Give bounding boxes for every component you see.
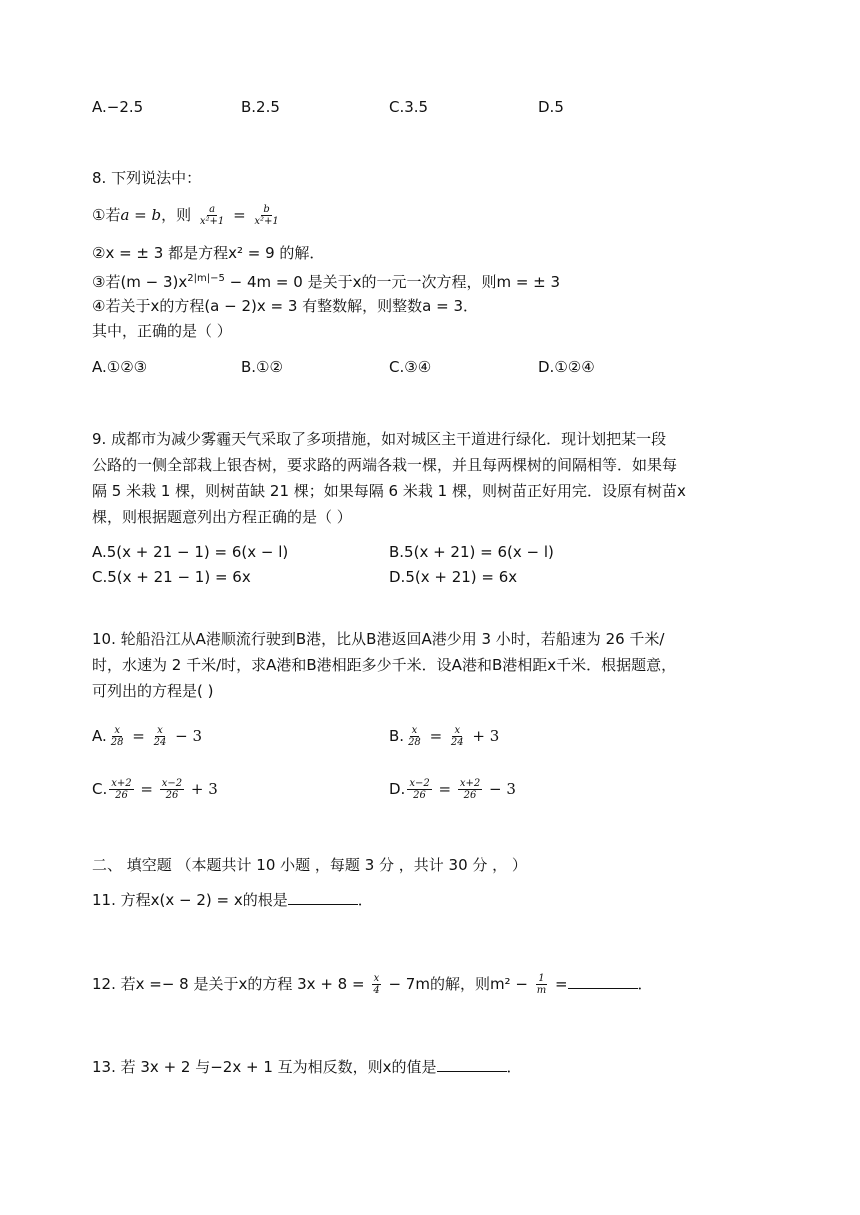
q8-statement-2: ②x = ± 3 都是方程x² = 9 的解． bbox=[92, 244, 325, 262]
q10-b-d2: 24 bbox=[450, 737, 464, 748]
q12-d: 4 bbox=[373, 985, 380, 996]
q10-c-tail: + 3 bbox=[186, 780, 218, 798]
q8-ask: 其中，正确的是（ ） bbox=[92, 322, 232, 340]
q10-b-tail: + 3 bbox=[467, 727, 500, 745]
q12-n2: 1 bbox=[538, 973, 545, 984]
q10-a-n2: x bbox=[157, 725, 163, 736]
q10-b-mid: = bbox=[424, 727, 447, 745]
q8-s1-eq: a = b bbox=[120, 206, 162, 224]
q10-c-d2: 26 bbox=[165, 790, 179, 801]
q10-c-frac-1 bbox=[109, 778, 133, 801]
q10-a-mid: = bbox=[127, 727, 150, 745]
q10-c-mid: = bbox=[135, 780, 158, 798]
q8-s1-frac-a bbox=[198, 204, 226, 227]
q8-s1-frac-a-num: a bbox=[209, 204, 216, 215]
q10-d-d2: 26 bbox=[463, 790, 477, 801]
q10-line-1: 10. 轮船沿江从A港顺流行驶到B港，比从B港返回A港少用 3 小时，若船速为 26 千米/ bbox=[92, 630, 665, 648]
q10-a-frac-1 bbox=[109, 725, 126, 748]
q7-option-b: B.2.5 bbox=[241, 98, 280, 116]
q10-b-d1: 28 bbox=[408, 737, 421, 748]
q10-c-n2: x−2 bbox=[161, 778, 183, 789]
q11 bbox=[92, 889, 373, 911]
section-heading-fill-in: 二、 填空题 （本题共计 10 小题 ，每题 3 分 ，共计 30 分 ， ） bbox=[92, 856, 527, 874]
q9-line-1: 9. 成都市为减少雾霾天气采取了多项措施，如对城区主干道进行绿化．现计划把某一段 bbox=[92, 430, 667, 448]
q7-option-a: A.−2.5 bbox=[92, 98, 144, 116]
q13-answer-blank[interactable] bbox=[437, 1057, 507, 1072]
q13-end: ． bbox=[506, 1058, 522, 1076]
q10-d-frac-2 bbox=[458, 778, 482, 801]
q9-option-c: C.5(x + 21 − 1) = 6x bbox=[92, 568, 251, 586]
q10-d-n1: x−2 bbox=[409, 778, 430, 789]
q10-option-d bbox=[389, 778, 516, 801]
q13-text: 13. 若 3x + 2 与−2x + 1 互为相反数，则x的值是 bbox=[92, 1058, 437, 1076]
q10-option-a bbox=[92, 725, 202, 748]
q10-a-d1: 28 bbox=[110, 737, 124, 748]
q11-answer-blank[interactable] bbox=[288, 890, 358, 905]
q10-d-frac-1 bbox=[407, 778, 431, 801]
q9-line-4: 棵，则根据题意列出方程正确的是（ ） bbox=[92, 508, 352, 526]
q8-statement-4: ④若关于x的方程(a − 2)x = 3 有整数解，则整数a = 3． bbox=[92, 297, 479, 315]
q8-s1-frac-b bbox=[252, 204, 280, 227]
q8-s3-a: ③若(m − 3)x bbox=[92, 273, 188, 291]
q12-frac-2 bbox=[535, 973, 548, 996]
q12-answer-blank[interactable] bbox=[568, 974, 638, 989]
q12 bbox=[92, 973, 653, 996]
q10-b-n1: x bbox=[411, 725, 418, 736]
q10-a-tail: − 3 bbox=[170, 727, 202, 745]
q11-end: ． bbox=[357, 891, 373, 909]
q12-c: = bbox=[550, 975, 568, 993]
q10-b-frac-1 bbox=[406, 725, 423, 748]
q10-d-tail: − 3 bbox=[484, 780, 516, 798]
q8-option-c: C.③④ bbox=[389, 358, 432, 376]
q12-b: − 7m的解，则m² − bbox=[383, 975, 533, 993]
q12-frac-1 bbox=[371, 973, 381, 996]
q10-c-label: C. bbox=[92, 780, 108, 798]
q8-s3-sup: 2|m|−5 bbox=[187, 273, 225, 284]
q8-s3-b: − 4m = 0 是关于x的一元一次方程，则m = ± 3 bbox=[224, 273, 561, 291]
q9-option-d: D.5(x + 21) = 6x bbox=[389, 568, 518, 586]
q8-s1-frac-a-den: x²+1 bbox=[199, 216, 225, 227]
q12-n: x bbox=[373, 973, 380, 984]
q7-option-d: D.5 bbox=[538, 98, 564, 116]
q10-c-d1: 26 bbox=[115, 790, 128, 801]
q8-statement-3 bbox=[92, 268, 560, 293]
q10-b-n2: x bbox=[454, 725, 461, 736]
q8-s1-frac-b-num: b bbox=[263, 204, 270, 215]
q12-end: ． bbox=[637, 975, 653, 993]
q8-statement-1: ①若a = b，则 $\frac{a}{\text{x²+1}}$ = $\frac{b}{\text{x²+1}}$ bbox=[92, 204, 279, 227]
q12-d2: m bbox=[536, 985, 547, 996]
q10-c-frac-2 bbox=[160, 778, 184, 801]
q12-a: 12. 若x =− 8 是关于x的方程 3x + 8 = bbox=[92, 975, 370, 993]
q10-b-label: B. bbox=[389, 727, 405, 745]
q10-a-d2: 24 bbox=[153, 737, 167, 748]
q8-option-a: A.①②③ bbox=[92, 358, 148, 376]
q11-text: 11. 方程x(x − 2) = x的根是 bbox=[92, 891, 288, 909]
q10-line-3: 可列出的方程是( ) bbox=[92, 682, 214, 700]
q10-a-n1: x bbox=[114, 725, 120, 736]
q8-s1-frac-b-den: x²+1 bbox=[254, 216, 279, 227]
q10-b-frac-2 bbox=[449, 725, 466, 748]
q7-option-c: C.3.5 bbox=[389, 98, 429, 116]
q8-option-b: B.①② bbox=[241, 358, 283, 376]
q9-line-2: 公路的一侧全部栽上银杏树，要求路的两端各栽一棵，并且每两棵树的间隔相等．如果每 bbox=[92, 456, 678, 474]
q10-d-d1: 26 bbox=[413, 790, 426, 801]
q10-a-frac-2 bbox=[152, 725, 169, 748]
q10-d-mid: = bbox=[433, 780, 456, 798]
q8-option-d: D.①②④ bbox=[538, 358, 595, 376]
q10-option-c bbox=[92, 778, 218, 801]
q10-d-n2: x+2 bbox=[459, 778, 481, 789]
q8-s1-prefix: ①若 bbox=[92, 206, 121, 224]
q9-option-a: A.5(x + 21 − 1) = 6(x − l) bbox=[92, 543, 289, 561]
q8-s1-then: ，则 bbox=[161, 206, 192, 224]
q10-line-2: 时，水速为 2 千米/时，求A港和B港相距多少千米．设A港和B港相距x千米．根据题意， bbox=[92, 656, 677, 674]
q10-d-label: D. bbox=[389, 780, 406, 798]
q9-option-b: B.5(x + 21) = 6(x − l) bbox=[389, 543, 554, 561]
q13 bbox=[92, 1056, 522, 1078]
q10-option-b bbox=[389, 725, 499, 748]
q9-line-3: 隔 5 米栽 1 棵，则树苗缺 21 棵；如果每隔 6 米栽 1 棵，则树苗正好用完．设原有树苗x bbox=[92, 482, 686, 500]
q10-a-label: A. bbox=[92, 727, 107, 745]
q8-stem: 8. 下列说法中： bbox=[92, 169, 202, 187]
q10-c-n1: x+2 bbox=[111, 778, 132, 789]
